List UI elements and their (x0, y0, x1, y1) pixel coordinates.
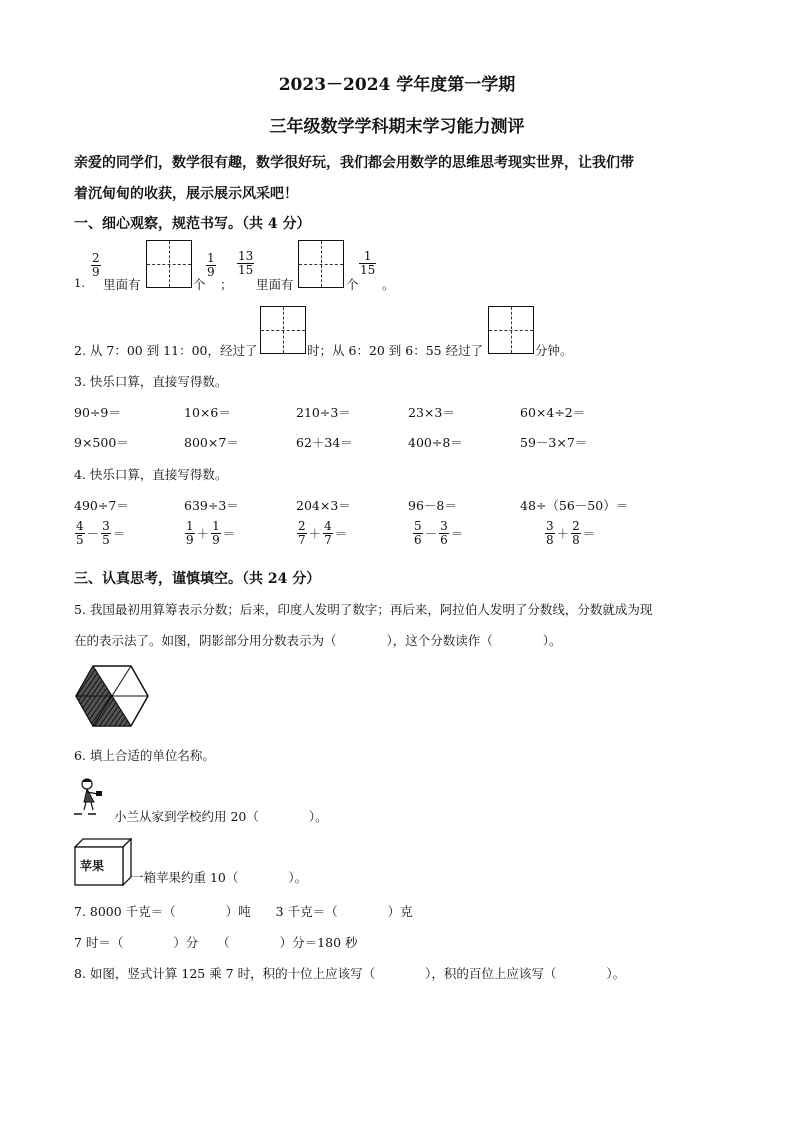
denominator: 9 (212, 532, 220, 547)
numerator: 3 (546, 519, 554, 533)
girl-icon (74, 776, 116, 818)
q1-text-4: 个 (346, 277, 359, 292)
hexagon-figure (74, 664, 150, 728)
q1-fraction-a (90, 252, 102, 278)
equals: ＝ (112, 526, 126, 542)
q6-line-2: 一箱苹果约重 10（ ）。 (131, 870, 308, 885)
q1-text-1: 里面有 (103, 277, 141, 292)
denominator: 9 (186, 532, 194, 547)
numerator: 1 (186, 519, 194, 533)
numerator: 1 (363, 249, 372, 263)
denominator: 7 (298, 532, 306, 547)
section-1-heading: 一、细心观察，规范书写。（共 4 分） (74, 216, 311, 232)
denominator: 15 (360, 262, 376, 277)
q4-item: 639÷3＝ (184, 498, 239, 513)
q8-line: 8. 如图，竖式计算 125 乘 7 时，积的十位上应该写（ ），积的百位上应该写（ ）。 (74, 966, 626, 981)
section-3-heading: 三、认真思考，谨慎填空。（共 24 分） (74, 571, 321, 587)
numerator: 3 (440, 519, 448, 533)
q3-item: 800×7＝ (184, 435, 239, 450)
operator: ＋ (556, 526, 570, 542)
q7-line-2: 7 时＝（ ）分 （ ）分＝180 秒 (74, 935, 358, 950)
q1-fraction-c (236, 250, 255, 276)
q4-fraction-item (412, 520, 464, 546)
title-line-2: 三年级数学学科期末学习能力测评 (269, 117, 525, 137)
q1-answer-box-1[interactable] (146, 240, 192, 288)
q1-number: 1. (74, 276, 85, 290)
q3-item: 400÷8＝ (408, 435, 463, 450)
apple-box-label: 苹果 (80, 859, 105, 873)
operator: ＋ (308, 526, 322, 542)
intro-line-2: 着沉甸甸的收获，展示展示风采吧！ (74, 186, 298, 202)
q1-fraction-d (358, 250, 377, 276)
q5-line-1: 5. 我国最初用算筹表示分数；后来，印度人发明了数字；再后来，阿拉伯人发明了分数线，分数就成为现 (74, 602, 653, 617)
numerator: 2 (298, 519, 306, 533)
title-line-1: 2023－2024 学年度第一学期 (278, 75, 516, 95)
numerator: 2 (92, 251, 100, 265)
numerator: 2 (572, 519, 580, 533)
q2-part-2: 时；从 6：20 到 6：55 经过了 (307, 343, 484, 358)
q7-line-1: 7. 8000 千克＝（ ）吨 3 千克＝（ ）克 (74, 904, 413, 919)
q4-fraction-item (544, 520, 596, 546)
operator: － (86, 526, 100, 542)
q1-text-3: 里面有 (256, 277, 294, 292)
numerator: 13 (238, 249, 254, 263)
q3-item: 210÷3＝ (296, 405, 351, 420)
q1-fraction-b (205, 252, 217, 278)
q3-item: 90÷9＝ (74, 405, 121, 420)
q2-answer-box-1[interactable] (260, 306, 306, 354)
intro-line-1: 亲爱的同学们，数学很有趣，数学很好玩，我们都会用数学的思维思考现实世界，让我们带 (74, 155, 634, 171)
q3-item: 10×6＝ (184, 405, 231, 420)
q2-part-1: 2. 从 7：00 到 11：00，经过了 (74, 343, 258, 358)
q3-item: 23×3＝ (408, 405, 455, 420)
q4-item: 204×3＝ (296, 498, 351, 513)
q1-separator: ； (220, 277, 233, 292)
q4-item: 96－8＝ (408, 498, 457, 513)
denominator: 8 (572, 532, 580, 547)
q3-item: 60×4÷2＝ (520, 405, 586, 420)
numerator: 4 (76, 519, 84, 533)
q6-line-1: 小兰从家到学校约用 20（ ）。 (114, 809, 328, 824)
denominator: 7 (324, 532, 332, 547)
equals: ＝ (582, 526, 596, 542)
q3-title: 3. 快乐口算，直接写得数。 (74, 374, 228, 389)
q1-answer-box-2[interactable] (298, 240, 344, 288)
denominator: 6 (440, 532, 448, 547)
q4-item: 490÷7＝ (74, 498, 129, 513)
q1-text-2: 个 (193, 277, 206, 292)
operator: ＋ (196, 526, 210, 542)
numerator: 4 (324, 519, 332, 533)
equals: ＝ (334, 526, 348, 542)
q3-item: 9×500＝ (74, 435, 129, 450)
q3-item: 62＋34＝ (296, 435, 353, 450)
numerator: 1 (212, 519, 220, 533)
q4-item: 48÷（56－50）＝ (520, 498, 629, 513)
q2-answer-box-2[interactable] (488, 306, 534, 354)
q1-end: 。 (382, 277, 395, 292)
denominator: 5 (102, 532, 110, 547)
q4-title: 4. 快乐口算，直接写得数。 (74, 467, 228, 482)
q4-fraction-item (184, 520, 236, 546)
denominator: 15 (238, 262, 254, 277)
equals: ＝ (450, 526, 464, 542)
q5-line-2: 在的表示法了。如图，阴影部分用分数表示为（ ），这个分数读作（ ）。 (74, 633, 562, 648)
denominator: 9 (92, 264, 100, 279)
numerator: 3 (102, 519, 110, 533)
operator: － (424, 526, 438, 542)
denominator: 9 (207, 264, 215, 279)
denominator: 8 (546, 532, 554, 547)
numerator: 5 (414, 519, 422, 533)
q2-part-3: 分钟。 (535, 343, 573, 358)
denominator: 5 (76, 532, 84, 547)
q4-fraction-item (296, 520, 348, 546)
q3-item: 59－3×7＝ (520, 435, 588, 450)
equals: ＝ (222, 526, 236, 542)
q4-fraction-item (74, 520, 126, 546)
q6-title: 6. 填上合适的单位名称。 (74, 748, 215, 763)
denominator: 6 (414, 532, 422, 547)
numerator: 1 (207, 251, 215, 265)
